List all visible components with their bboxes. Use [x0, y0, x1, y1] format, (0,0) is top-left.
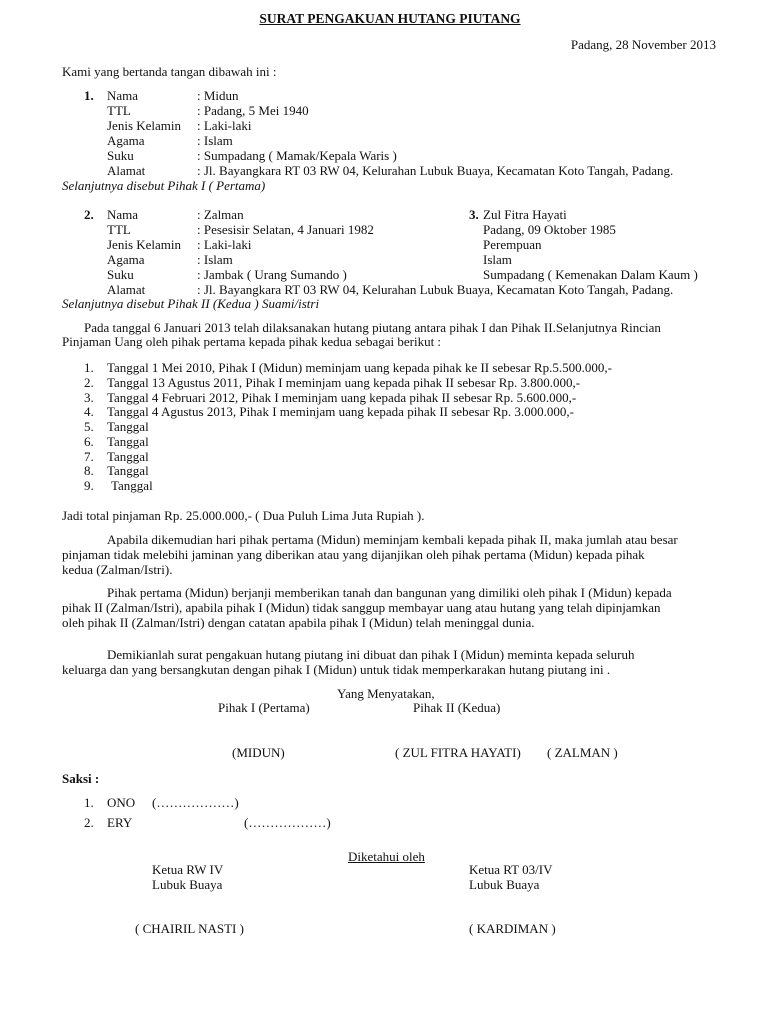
- loan-num: 1.: [84, 360, 94, 375]
- rt-title: Ketua RT 03/IV: [469, 862, 553, 877]
- loan-text: Tanggal 1 Mei 2010, Pihak I (Midun) meminjam uang kepada pihak ke II sebesar Rp.5.500.000,-: [107, 360, 612, 375]
- para3-line2: pihak II (Zalman/Istri), apabila pihak I (Midun) tidak sanggup membayar uang atau hutang yang telah dipinjamkan: [62, 600, 661, 615]
- party1-value-religion: : Islam: [197, 133, 233, 148]
- party2-label-tribe: Suku: [107, 267, 134, 282]
- witness-heading: Saksi :: [62, 771, 100, 786]
- signature-heading: Yang Menyatakan,: [337, 686, 435, 701]
- party2-value-address: : Jl. Bayangkara RT 03 RW 04, Kelurahan Lubuk Buaya, Kecamatan Koto Tangah, Padang.: [197, 282, 674, 297]
- party1-number: 1.: [84, 88, 94, 103]
- intro-text: Kami yang bertanda tangan dibawah ini :: [62, 64, 277, 79]
- loan-text: Tanggal: [107, 419, 149, 434]
- party2-note: Selanjutnya disebut Pihak II (Kedua ) Suami/istri: [62, 296, 320, 311]
- rw-signature-name: ( CHAIRIL NASTI ): [135, 921, 244, 936]
- loan-num: 8.: [84, 463, 94, 478]
- para2-line2: pinjaman tidak melebihi jaminan yang diberikan atau yang dijanjikan oleh pihak pertama (Midun) kepada pihak: [62, 547, 645, 562]
- party3-tribe: Sumpadang ( Kemenakan Dalam Kaum ): [483, 267, 698, 282]
- party1-value-address: : Jl. Bayangkara RT 03 RW 04, Kelurahan Lubuk Buaya, Kecamatan Koto Tangah, Padang.: [197, 163, 674, 178]
- loan-text: Tanggal 4 Agustus 2013, Pihak I meminjam uang kepada pihak II sebesar Rp. 3.000.000,-: [107, 404, 575, 419]
- party2-label-religion: Agama: [107, 252, 145, 267]
- witness-name: ERY: [107, 815, 133, 830]
- party1-label-tribe: Suku: [107, 148, 134, 163]
- party3-ttl: Padang, 09 Oktober 1985: [483, 222, 616, 237]
- rt-signature-name: ( KARDIMAN ): [469, 921, 556, 936]
- party2-number: 2.: [84, 207, 94, 222]
- witness-num: 1.: [84, 795, 94, 810]
- witness-name: ONO: [107, 795, 136, 810]
- party1-value-gender: : Laki-laki: [197, 118, 252, 133]
- para1-line2: Pinjaman Uang oleh pihak pertama kepada pihak kedua sebagai berikut :: [62, 334, 442, 349]
- loan-text: Tanggal: [107, 463, 149, 478]
- party3-religion: Islam: [483, 252, 512, 267]
- party3-signature-name: ( ZUL FITRA HAYATI): [395, 745, 521, 760]
- total-loan: Jadi total pinjaman Rp. 25.000.000,- ( Dua Puluh Lima Juta Rupiah ).: [62, 508, 425, 523]
- para3-line3: oleh pihak II (Zalman/Istri) dengan catatan apabila pihak I (Midun) telah meninggal dunia.: [62, 615, 535, 630]
- witness-signature-blank: (………………): [152, 795, 239, 810]
- party2-value-religion: : Islam: [197, 252, 233, 267]
- para3-line1: Pihak pertama (Midun) berjanji memberikan tanah dan bangunan yang dimiliki oleh pihak I (Midun) kepada: [107, 585, 672, 600]
- party2-label-name: Nama: [107, 207, 139, 222]
- party2-label-ttl: TTL: [107, 222, 131, 237]
- place-date: Padang, 28 November 2013: [570, 37, 716, 52]
- loan-num: 2.: [84, 375, 94, 390]
- party3-number: 3.: [469, 207, 479, 222]
- loan-text: Tanggal: [107, 434, 149, 449]
- rw-title: Ketua RW IV: [152, 862, 224, 877]
- party1-value-name: : Midun: [197, 88, 239, 103]
- party2-value-gender: : Laki-laki: [197, 237, 252, 252]
- loan-num: 5.: [84, 419, 94, 434]
- document-title: SURAT PENGAKUAN HUTANG PIUTANG: [259, 11, 521, 26]
- loan-num: 3.: [84, 390, 94, 405]
- party2-signature-name: ( ZALMAN ): [547, 745, 618, 760]
- loan-num: 9.: [84, 478, 94, 493]
- party2-value-ttl: : Pesesisir Selatan, 4 Januari 1982: [197, 222, 374, 237]
- party1-label-ttl: TTL: [107, 103, 131, 118]
- acknowledged-heading: Diketahui oleh: [348, 849, 425, 864]
- party1-signature-label: Pihak I (Pertama): [218, 700, 310, 715]
- para4-line2: keluarga dan yang bersangkutan dengan pihak I (Midun) untuk tidak memperkarakan hutang piutang ini .: [62, 662, 611, 677]
- para4-line1: Demikianlah surat pengakuan hutang piutang ini dibuat dan pihak I (Midun) meminta kepada seluruh: [107, 647, 635, 662]
- party2-value-tribe: : Jambak ( Urang Sumando ): [197, 267, 347, 282]
- rt-place: Lubuk Buaya: [469, 877, 540, 892]
- para1-line1: Pada tanggal 6 Januari 2013 telah dilaksanakan hutang piutang antara pihak I dan Pihak II.Selanjutnya Rincian: [84, 320, 661, 335]
- loan-text: Tanggal 13 Agustus 2011, Pihak I meminjam uang kepada pihak II sebesar Rp. 3.800.000,-: [107, 375, 581, 390]
- party1-label-gender: Jenis Kelamin: [107, 118, 182, 133]
- party1-label-religion: Agama: [107, 133, 145, 148]
- loan-text: Tanggal 4 Februari 2012, Pihak I meminjam uang kepada pihak II sebesar Rp. 5.600.000,-: [107, 390, 577, 405]
- loan-num: 6.: [84, 434, 94, 449]
- loan-text: Tanggal: [111, 478, 153, 493]
- witness-num: 2.: [84, 815, 94, 830]
- party3-name: Zul Fitra Hayati: [483, 207, 567, 222]
- party1-label-name: Nama: [107, 88, 139, 103]
- rw-place: Lubuk Buaya: [152, 877, 223, 892]
- loan-text: Tanggal: [107, 449, 149, 464]
- party1-signature-name: (MIDUN): [232, 745, 285, 760]
- loan-num: 7.: [84, 449, 94, 464]
- party1-value-ttl: : Padang, 5 Mei 1940: [197, 103, 309, 118]
- party2-label-gender: Jenis Kelamin: [107, 237, 182, 252]
- loan-num: 4.: [84, 404, 94, 419]
- party1-value-tribe: : Sumpadang ( Mamak/Kepala Waris ): [197, 148, 397, 163]
- party1-note: Selanjutnya disebut Pihak I ( Pertama): [62, 178, 266, 193]
- para2-line3: kedua (Zalman/Istri).: [62, 562, 173, 577]
- party3-gender: Perempuan: [483, 237, 542, 252]
- para2-line1: Apabila dikemudian hari pihak pertama (Midun) meminjam kembali kepada pihak II, maka jumlah atau besar: [107, 532, 678, 547]
- party2-value-name: : Zalman: [197, 207, 244, 222]
- party2-label-address: Alamat: [107, 282, 146, 297]
- party2-signature-label: Pihak II (Kedua): [413, 700, 501, 715]
- party1-label-address: Alamat: [107, 163, 146, 178]
- witness-signature-blank: (………………): [244, 815, 331, 830]
